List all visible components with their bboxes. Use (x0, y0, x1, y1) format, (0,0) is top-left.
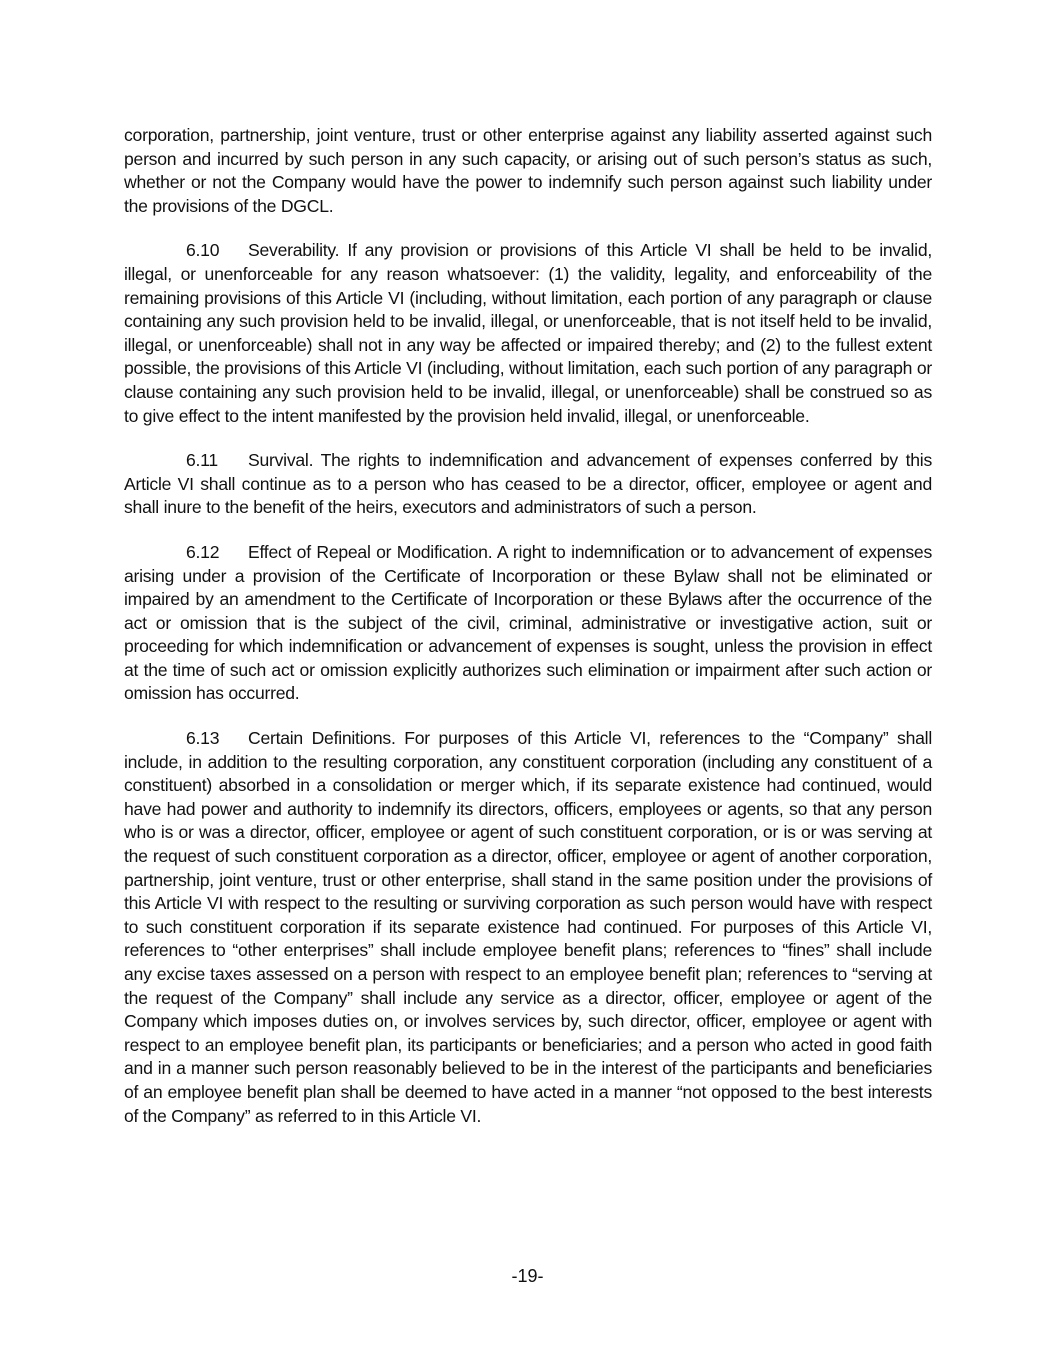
section-6-10 (124, 239, 932, 428)
section-heading: Survival. (248, 450, 314, 471)
section-number: 6.13 (186, 728, 220, 749)
section-number: 6.10 (186, 240, 220, 261)
section-6-11 (124, 449, 932, 520)
document-page (124, 124, 932, 1128)
section-6-12 (124, 541, 932, 706)
intro-text: corporation, partnership, joint venture, trust or other enterprise against any liability asserted against such person and incurred by such person in any such capacity, or arising out of such person’s status as such, whether or not the Company would have the power to indemnify such person against such liability under the provisions of the DGCL. (124, 125, 932, 216)
section-body: For purposes of this Article VI, references to the “Company” shall include, in addition to the resulting corporation, any constituent corporation (including any constituent of a constituent) absorbed in a consolidation or merger which, if its separate existence had continued, would have had power and authority to indemnify its directors, officers, employees or agents, so that any person who is or was a director, officer, employee or agent of such constituent corporation, or is or was serving at the request of such constituent corporation as a director, officer, employee or agent of another corporation, partnership, joint venture, trust or other enterprise, shall stand in the same position under the provisions of this Article VI with respect to the resulting or surviving corporation as such person would have with respect to such constituent corporation if its separate existence had continued. For purposes of this Article VI, references to “other enterprises” shall include employee benefit plans; references to “fines” shall include any excise taxes assessed on a person with respect to an employee benefit plan; references to “serving at the request of the Company” shall include any service as a director, officer, employee or agent of the Company which imposes duties on, or involves services by, such director, officer, employee or agent with respect to an employee benefit plan, its participants or beneficiaries; and a person who acted in good faith and in a manner such person reasonably believed to be in the interest of the participants and beneficiaries of an employee benefit plan shall be deemed to have acted in a manner “not opposed to the best interests of the Company” as referred to in this Article VI. (124, 728, 932, 1126)
section-heading: Effect of Repeal or Modification. (248, 541, 493, 562)
section-heading: Certain Definitions. (248, 728, 396, 749)
section-heading: Severability. (248, 240, 340, 261)
intro-paragraph (124, 124, 932, 218)
section-body: If any provision or provisions of this Article VI shall be held to be invalid, illegal, or unenforceable for any reason whatsoever: (1) the validity, legality, and enforceability of the remaining provisions of this Article VI (including, without limitation, each portion of any paragraph or clause containing any such provision held to be invalid, illegal, or unenforceable, that is not itself held to be invalid, illegal, or unenforceable) shall not in any way be affected or impaired thereby; and (2) to the fullest extent possible, the provisions of this Article VI (including, without limitation, each such portion of any paragraph or clause containing any such provision held to be invalid, illegal, or unenforceable) shall be construed so as to give effect to the intent manifested by the provision held invalid, illegal, or unenforceable. (124, 240, 932, 426)
section-6-13 (124, 727, 932, 1128)
page-number: -19- (511, 1266, 544, 1286)
section-number: 6.12 (186, 541, 220, 562)
section-body: A right to indemnification or to advancement of expenses arising under a provision of the Certificate of Incorporation or these Bylaw shall not be eliminated or impaired by an amendment to the Certificate of Incorporation or these Bylaws after the occurrence of the act or omission that is the subject of the civil, criminal, administrative or investigative action, suit or proceeding for which indemnification or advancement of expenses is sought, unless the provision in effect at the time of such act or omission explicitly authorizes such elimination or impairment after such action or omission has occurred. (124, 541, 932, 704)
section-number: 6.11 (186, 450, 218, 471)
section-body: The rights to indemnification and advancement of expenses conferred by this Article VI shall continue as to a person who has ceased to be a director, officer, employee or agent and shall inure to the benefit of the heirs, executors and administrators of such a person. (124, 450, 932, 518)
